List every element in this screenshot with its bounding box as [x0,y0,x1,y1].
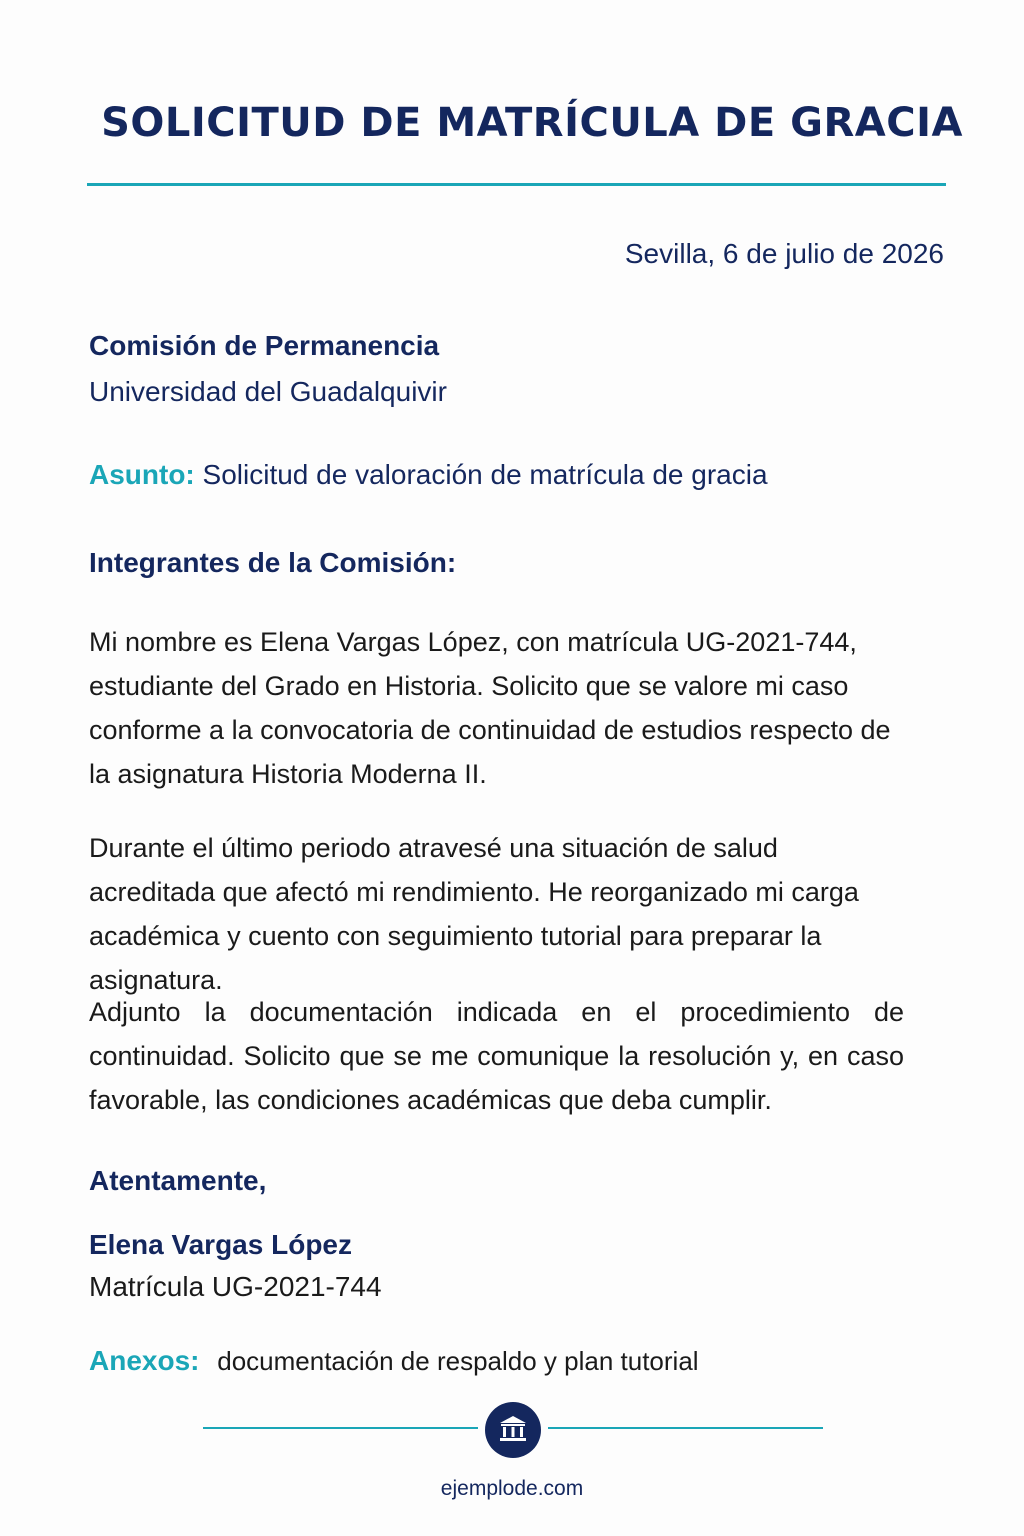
subject-line [89,459,768,491]
body-paragraph-3: Adjunto la documentación indicada en el procedimiento de continuidad. Solicito que se me comunique la resolución y, en caso favorable, las condiciones académicas que deba cumplir. [89,997,904,1115]
subject-label: Asunto: [89,459,195,490]
closing: Atentamente, [89,1165,267,1196]
recipient-organization: Comisión de Permanencia [89,330,440,361]
body-paragraph-2: Durante el último periodo atravesé una situación de salud acreditada que afectó mi rendimiento. He reorganizado mi carga académica y cuento con seguimiento tutorial para preparar la asignatura. [89,833,859,995]
title-divider [87,183,946,186]
footer-site-url: ejemplode.com [440,1477,584,1500]
footer-divider-left [203,1427,478,1429]
footer-divider-right [548,1427,823,1429]
subject-text: Solicitud de valoración de matrícula de gracia [202,459,768,490]
document-title: SOLICITUD DE MATRÍCULA DE GRACIA [101,100,963,146]
annex-line [89,1345,699,1377]
signature-name: Elena Vargas López [89,1229,352,1260]
signature-id: Matrícula UG-2021-744 [89,1271,382,1302]
annex-text: documentación de respaldo y plan tutorial [217,1346,699,1376]
salutation: Integrantes de la Comisión: [89,547,457,578]
annex-label: Anexos: [89,1345,200,1376]
body-paragraph-1: Mi nombre es Elena Vargas López, con matrícula UG-2021-744, estudiante del Grado en Historia. Solicito que se valore mi caso conforme a la convocatoria de continuidad de estudios respecto de la asignatura Historia Moderna II. [89,627,891,789]
document-date: Sevilla, 6 de julio de 2026 [624,238,944,269]
recipient-university: Universidad del Guadalquivir [89,376,447,407]
institution-icon [485,1402,541,1458]
